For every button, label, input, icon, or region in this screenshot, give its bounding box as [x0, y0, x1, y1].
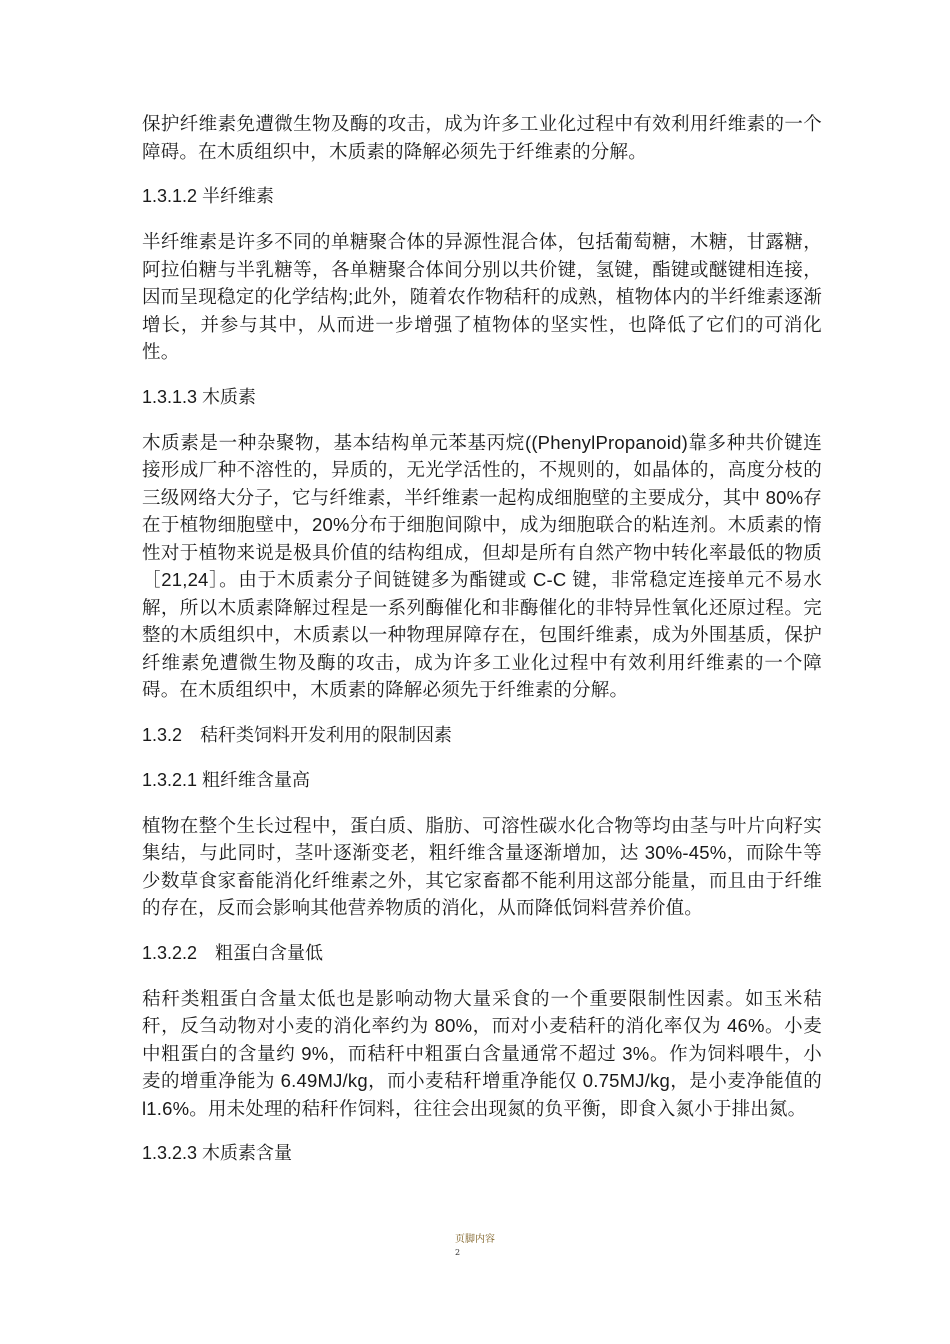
section-heading-1-3-2: 1.3.2 秸秆类饲料开发利用的限制因素	[142, 724, 453, 745]
paragraph-intro: 保护纤维素免遭微生物及酶的攻击，成为许多工业化过程中有效利用纤维素的一个障碍。在木质组织中，木质素的降解必须先于纤维素的分解。	[142, 113, 822, 162]
section-heading-1-3-2-3: 1.3.2.3 木质素含量	[142, 1143, 293, 1163]
paragraph-lignin: 木质素是一种杂聚物，基本结构单元苯基丙烷((PhenylPropanoid)靠多种共价键连接形成厂种不溶性的，异质的，无光学活性的，不规则的，如晶体的，高度分枝的三级网络大分子，它与纤维素，半纤维素一起构成细胞壁的主要成分，其中 80%存在于植物细胞壁中，20%分布于细胞间隙中，成为细胞联合的粘连剂。木质素的惰性对于植物来说是极具价值的结构组成，但却是所有自然产物中转化率最低的物质［21,24］。由于木质素分子间链键多为酯键或 C-C 键，非常稳定连接单元不易水解，所以木质素降解过程是一系列酶催化和非酶催化的非特异性氧化还原过程。完整的木质组织中，木质素以一种物理屏障存在，包围纤维素，成为外围基质，保护纤维素免遭微生物及酶的攻击，成为许多工业化过程中有效利用纤维素的一个障碍。在木质组织中，木质素的降解必须先于纤维素的分解。	[142, 431, 822, 700]
footer-label: 页脚内容	[455, 1234, 495, 1245]
document-body	[142, 110, 822, 1185]
paragraph-crude-fiber: 植物在整个生长过程中，蛋白质、脂肪、可溶性碳水化合物等均由茎与叶片向籽实集结，与此同时，茎叶逐渐变老，粗纤维含量逐渐增加，达 30%-45%，而除牛等少数草食家畜能消化纤维素之外，其它家畜都不能利用这部分能量，而且由于纤维的存在，反而会影响其他营养物质的消化，从而降低饲料营养价值。	[142, 814, 822, 918]
section-heading-1-3-2-1: 1.3.2.1 粗纤维含量高	[142, 769, 311, 790]
section-heading-1-3-1-2: 1.3.1.2 半纤维素	[142, 186, 275, 206]
page-number: 2	[455, 1248, 461, 1257]
section-heading-1-3-2-2: 1.3.2.2 粗蛋白含量低	[142, 942, 324, 963]
paragraph-crude-protein: 秸秆类粗蛋白含量太低也是影响动物大量采食的一个重要限制性因素。如玉米秸秆，反刍动物对小麦的消化率约为 80%，而对小麦秸秆的消化率仅为 46%。小麦中粗蛋白的含量约 9%，而秸秆中粗蛋白含量通常不超过 3%。作为饲料喂牛，小麦的增重净能为 6.49MJ/kg，而小麦秸秆增重净能仅 0.75MJ/kg，是小麦净能值的 l1.6%。用未处理的秸秆作饲料，往往会出现氮的负平衡，即食入氮小于排出氮。	[142, 987, 822, 1119]
paragraph-hemicellulose: 半纤维素是许多不同的单糖聚合体的异源性混合体，包括葡萄糖，木糖，甘露糖，阿拉伯糖与半乳糖等，各单糖聚合体间分别以共价键，氢键，酯键或醚键相连接，因而呈现稳定的化学结构;此外，随着农作物秸秆的成熟，植物体内的半纤维素逐渐增长，并参与其中，从而进一步增强了植物体的坚实性，也降低了它们的可消化性。	[142, 231, 822, 362]
section-heading-1-3-1-3: 1.3.1.3 木质素	[142, 386, 257, 407]
page-footer	[455, 1233, 495, 1263]
